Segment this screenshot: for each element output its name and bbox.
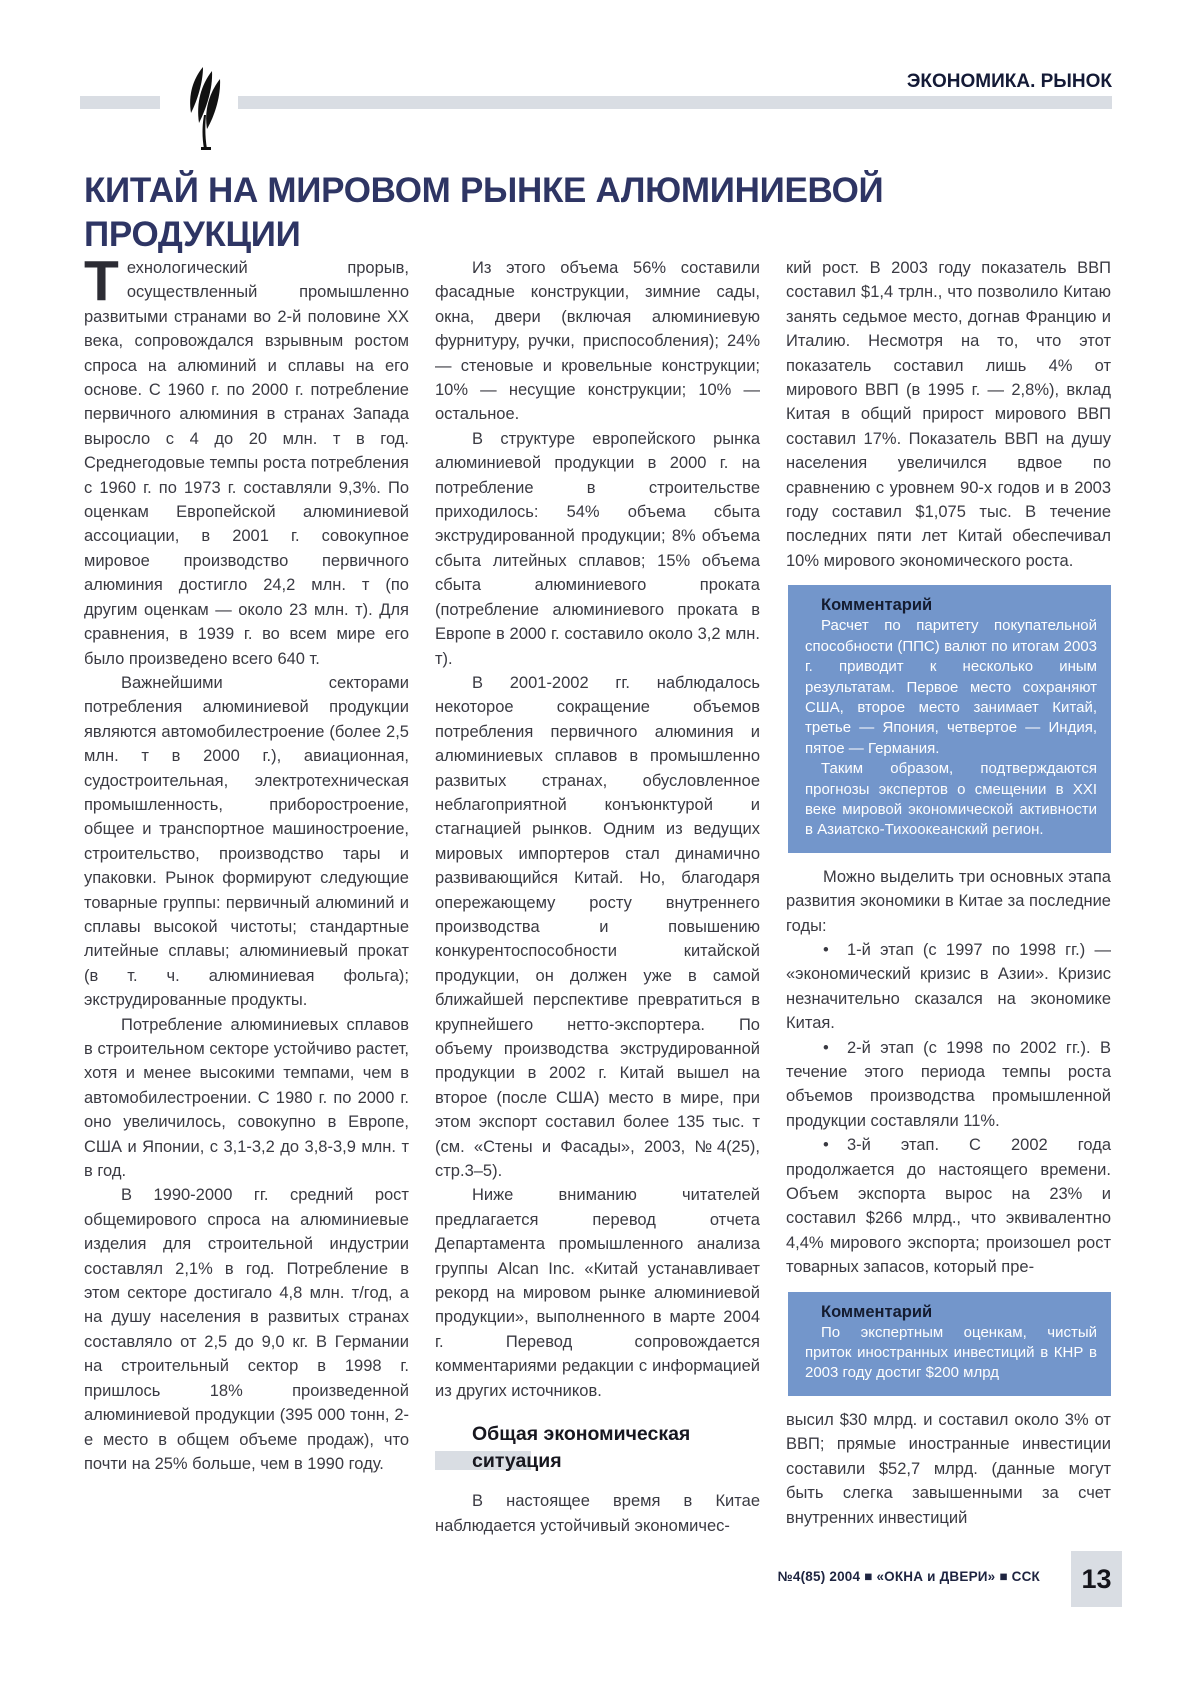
paragraph: кий рост. В 2003 году показатель ВВП составил $1,4 трлн., что позволило Китаю занять седьмое место, догнав Францию и Италию. Несмотря на то, что этот показатель составил лишь 4% от мирового ВВП (в 1995 г. — 2,8%), вклад Китая в общий прирост мирового ВВП составил 17%. Показатель ВВП на душу населения увеличился вдвое по сравнению с уровнем 90-х годов и в 2003 году составил $1,075 тыс. В течение последних пяти лет Китай обеспечивал 10% мирового экономического роста. — [786, 259, 1111, 570]
editorial-comment-box-1 — [788, 585, 1111, 852]
paragraph: В 1990-2000 гг. средний рост общемирового спроса на алюминиевые изделия для строительной индустрии составлял 2,1% в год. Потребление в этом секторе достигало 4,8 млн. т/год, а на душу населения в развитых странах составляло от 2,5 до 9,0 кг. В Германии на строительный сектор в 1998 г. пришлось 18% произведенной алюминиевой продукции (395 000 тонн, 2-е место в общем объеме продаж), что почти на 25% больше, чем в 1990 году. — [84, 1186, 409, 1473]
text-column-3 — [786, 256, 1111, 1538]
comment-title: Комментарий — [821, 596, 933, 615]
text-column-1 — [84, 249, 409, 1538]
section-heading — [435, 1421, 760, 1475]
bullet-text: 2-й этап (с 1998 по 2002 гг.). В течение этого периода темпы роста объемов производства промышленной продукции составляли 11%. — [786, 1038, 1111, 1130]
paragraph: Можно выделить три основных этапа развития экономики в Китае за последние годы: — [786, 867, 1111, 935]
paragraph: Важнейшими секторами потребления алюминиевой продукции являются автомобилестроение (более 2,5 млн. т в 2000 г.), авиационная, судостроительная, электротехническая промышленность, приборостроение, общее и транспортное машиностроение, строительство, производство тары и упаковки. Рынок формируют следующие товарные группы: первичный алюминий и сплавы высокой чистоты; стандартные литейные сплавы; алюминиевый прокат (в т. ч. алюминиевая фольга); экструдированные продукты. — [84, 673, 409, 1010]
paragraph: В структуре европейского рынка алюминиевой продукции в 2000 г. на потребление в строительстве приходилось: 54% объема сбыта экструдированной продукции; 8% объема сбыта литейных сплавов; 15% объема сбыта алюминиевого проката (потребление алюминиевого проката в Европе в 2000 г. составило около 3,2 млн. т). — [435, 429, 760, 668]
bullet-item — [786, 1036, 1111, 1134]
paragraph: В 2001-2002 гг. наблюдалось некоторое сокращение объемов потребления первичного алюминия и алюминиевых сплавов в промышленно развитых странах, обусловленное неблагоприятной конъюнктурой и стагнацией рынков. Одним из ведущих мировых импортеров стал динамично развивающийся Китай. Но, благодаря опережающему росту внутреннего производства и повышению конкурентоспособности китайской продукции, он должен уже в самой ближайшей перспективе превратиться в крупнейшего нетто-экспортера. По объему производства экструдированной продукции в 2002 г. Китай вышел на второе (после США) место в мире, при этом экспорт составил более 135 тыс. т (см. «Стены и Фасады», 2003, №4(25), стр.3–5). — [435, 673, 760, 1181]
paragraph — [84, 249, 409, 671]
drop-cap: Т — [84, 249, 119, 313]
bullet-item — [786, 1133, 1111, 1279]
section-heading-line1: Общая экономическая — [472, 1423, 691, 1446]
bullet-marker: • — [823, 940, 829, 959]
publisher-logo — [160, 52, 238, 170]
comment-paragraph: По экспертным оценкам, чистый приток иностранных инвестиций в КНР в 2003 году достиг $200 млрд — [805, 1323, 1097, 1382]
bullet-text: 1-й этап (с 1997 по 1998 гг.) — «экономический кризис в Азии». Кризис незначительно сказался на экономике Китая. — [786, 940, 1111, 1033]
paragraph: Потребление алюминиевых сплавов в строительном секторе устойчиво растет, хотя и менее высокими темпами, чем в автомобилестроении. С 1980 г. по 2000 г. оно увеличилось, совокупно в Европе, США и Японии, с 3,1-3,2 до 3,8-3,9 млн. т в год. — [84, 1015, 409, 1181]
section-label: ЭКОНОМИКА. РЫНОК — [906, 71, 1112, 92]
bullet-text: 3-й этап. С 2002 года продолжается до настоящего времени. Объем экспорта вырос на 23% и составил $266 млрд., что эквивалентно 4,4% мирового экспорта; произошел рост товарных запасов, который пре- — [786, 1136, 1111, 1277]
bullet-item — [786, 938, 1111, 1036]
paragraph: Из этого объема 56% составили фасадные конструкции, зимние сады, окна, двери (включая алюминиевую фурнитуру, ручки, приспособления); 24% — стеновые и кровельные конструкции; 10% — несущие конструкции; 10% — остальное. — [435, 259, 760, 424]
publisher-feather-icon — [173, 65, 225, 157]
paragraph: В настоящее время в Китае наблюдается устойчивый экономичес- — [435, 1492, 760, 1535]
comment-paragraph: Таким образом, подтверждаются прогнозы экспертов о смещении в XXI веке мировой экономической активности в Азиатско-Тихоокеанский регион. — [805, 760, 1097, 839]
paragraph-text: ехнологический прорыв, осуществленный промышленно развитыми странами во 2-й половине XX века, сопровождался взрывным ростом спроса на алюминий и сплавы на его основе. С 1960 г. по 2000 г. потребление первичного алюминия в странах Запада выросло с 4 до 20 млн. т в год. Среднегодовые темпы роста потребления с 1960 г. по 1973 г. составляли 9,3%. По оценкам Европейской алюминиевой ассоциации, в 2001 г. совокупное мировое производство первичного алюминия достигло 24,2 млн. т (по другим оценкам — около 23 млн. т). Для сравнения, в 1939 г. во всем мире его было произведено всего 640 т. — [84, 259, 409, 668]
paragraph: Ниже вниманию читателей предлагается перевод отчета Департамента промышленного анализа группы Alcan Inc. «Китай устанавливает рекорд на мировом рынке алюминиевой продукции», выполненного в марте 2004 г. Перевод сопровождается комментариями редакции с информацией из других источников. — [435, 1186, 760, 1400]
page-number: 13 — [1071, 1551, 1122, 1607]
article-title: КИТАЙ НА МИРОВОМ РЫНКЕ АЛЮМИНИЕВОЙ ПРОДУКЦИИ — [84, 171, 884, 255]
bullet-marker: • — [823, 1038, 829, 1057]
comment-paragraph: Расчет по паритету покупательной способности (ППС) валют по итогам 2003 г. приводит к несколько иным результатам. Первое место сохраняют США, второе место занимает Китай, третье — Япония, четвертое — Индия, пятое — Германия. — [805, 617, 1097, 757]
article-body — [84, 249, 1112, 1538]
bullet-marker: • — [823, 1136, 829, 1155]
section-heading-line2: ситуация — [472, 1450, 562, 1473]
issue-info: №4(85) 2004 ■ «ОКНА и ДВЕРИ» ■ ССК — [777, 1569, 1040, 1584]
comment-title: Комментарий — [821, 1302, 933, 1321]
paragraph: высил $30 млрд. и составил около 3% от ВВП; прямые иностранные инвестиции составили $52,7 млрд. (данные могут быть слегка завышенными за счет внутренних инвестиций — [786, 1410, 1111, 1527]
text-column-2 — [435, 256, 760, 1538]
editorial-comment-box-2 — [788, 1292, 1111, 1396]
